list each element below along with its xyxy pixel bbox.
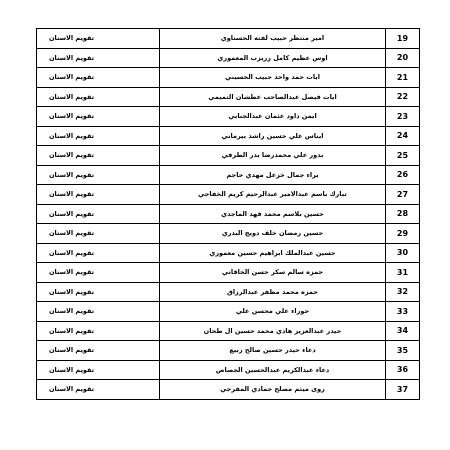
row-number-cell: 28: [386, 204, 420, 224]
row-number-cell: 30: [386, 243, 420, 263]
table-row: [37, 29, 420, 49]
department-cell: تقويم الاسنان: [37, 360, 160, 380]
student-name-cell: حسين عبدالملك ابراهيم حسين معموري: [160, 243, 386, 263]
student-name-cell: حمزه سالم سكر حسن الخاقاني: [160, 263, 386, 283]
table-row: [37, 204, 420, 224]
department-cell: تقويم الاسنان: [37, 48, 160, 68]
table-row: [37, 185, 420, 205]
table-row: [37, 302, 420, 322]
table-row: [37, 87, 420, 107]
department-cell: تقويم الاسنان: [37, 302, 160, 322]
table-row: [37, 146, 420, 166]
department-cell: تقويم الاسنان: [37, 146, 160, 166]
row-number-cell: 35: [386, 341, 420, 361]
row-number-cell: 19: [386, 29, 420, 49]
table-row: [37, 360, 420, 380]
student-name-cell: حسين رمضان خلف دويج البدري: [160, 224, 386, 244]
student-name-cell: ايات فيصل عبدالصاحب عطشان التميمي: [160, 87, 386, 107]
department-cell: تقويم الاسنان: [37, 204, 160, 224]
department-cell: تقويم الاسنان: [37, 380, 160, 400]
department-cell: تقويم الاسنان: [37, 263, 160, 283]
table-row: [37, 380, 420, 400]
table-row: [37, 341, 420, 361]
row-number-cell: 27: [386, 185, 420, 205]
row-number-cell: 20: [386, 48, 420, 68]
row-number-cell: 24: [386, 126, 420, 146]
department-cell: تقويم الاسنان: [37, 185, 160, 205]
row-number-cell: 32: [386, 282, 420, 302]
department-cell: تقويم الاسنان: [37, 165, 160, 185]
table-row: [37, 165, 420, 185]
row-number-cell: 37: [386, 380, 420, 400]
student-name-cell: دعاء حيدر حسين صالح ربيع: [160, 341, 386, 361]
student-name-cell: روى ميثم مصلح حمادي المفرجي: [160, 380, 386, 400]
student-name-cell: حوراء علي محسن علي: [160, 302, 386, 322]
department-cell: تقويم الاسنان: [37, 87, 160, 107]
student-name-cell: بدور علي محمدرضا بدر الطرفي: [160, 146, 386, 166]
row-number-cell: 22: [386, 87, 420, 107]
table-row: [37, 48, 420, 68]
table-row: [37, 263, 420, 283]
row-number-cell: 23: [386, 107, 420, 127]
table-row: [37, 282, 420, 302]
student-name-cell: ايمن داود عثمان عبدالجنابي: [160, 107, 386, 127]
student-name-cell: ايات حمد واحد حبيب الحسيني: [160, 68, 386, 88]
student-name-cell: اوس عظيم كامل زريزب المعموري: [160, 48, 386, 68]
table-row: [37, 243, 420, 263]
student-name-cell: براء جمال خزعل مهدي حاجم: [160, 165, 386, 185]
row-number-cell: 29: [386, 224, 420, 244]
roster-body: [37, 29, 420, 400]
department-cell: تقويم الاسنان: [37, 29, 160, 49]
department-cell: تقويم الاسنان: [37, 68, 160, 88]
table-row: [37, 224, 420, 244]
student-name-cell: حسين بلاسم محمد فهد الماجدي: [160, 204, 386, 224]
student-name-cell: تبارك باسم عبدالامير عبدالرحيم كريم الخفاجي: [160, 185, 386, 205]
row-number-cell: 34: [386, 321, 420, 341]
table-row: [37, 321, 420, 341]
row-number-cell: 21: [386, 68, 420, 88]
student-name-cell: ايناس علي حسين راشد بيرماني: [160, 126, 386, 146]
department-cell: تقويم الاسنان: [37, 282, 160, 302]
row-number-cell: 25: [386, 146, 420, 166]
department-cell: تقويم الاسنان: [37, 341, 160, 361]
department-cell: تقويم الاسنان: [37, 321, 160, 341]
row-number-cell: 31: [386, 263, 420, 283]
student-name-cell: امير منتظر حبيب لفته الحسناوي: [160, 29, 386, 49]
student-name-cell: حيدر عبدالعزيز هادي محمد حسين ال طحان: [160, 321, 386, 341]
table-row: [37, 126, 420, 146]
student-roster-table: [36, 28, 420, 400]
student-name-cell: دعاء عبدالكريم عبدالحسين الجصاص: [160, 360, 386, 380]
row-number-cell: 33: [386, 302, 420, 322]
row-number-cell: 36: [386, 360, 420, 380]
table-row: [37, 68, 420, 88]
department-cell: تقويم الاسنان: [37, 107, 160, 127]
department-cell: تقويم الاسنان: [37, 224, 160, 244]
department-cell: تقويم الاسنان: [37, 243, 160, 263]
department-cell: تقويم الاسنان: [37, 126, 160, 146]
row-number-cell: 26: [386, 165, 420, 185]
student-name-cell: حمزه محمد مظفر عبدالرزاق: [160, 282, 386, 302]
table-row: [37, 107, 420, 127]
